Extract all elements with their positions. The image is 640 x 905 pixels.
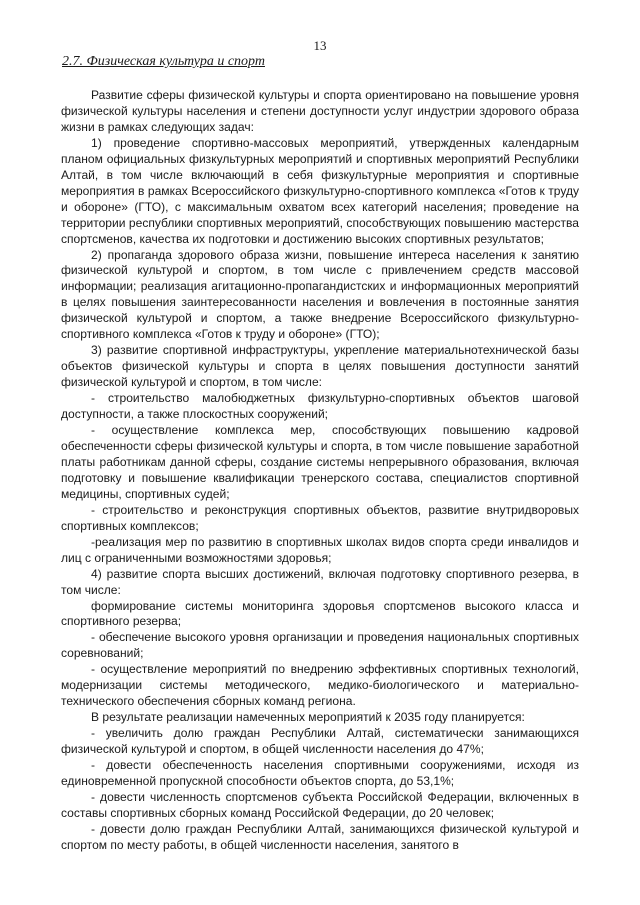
paragraph: В результате реализации намеченных мероприятий к 2035 году планируется:	[91, 710, 525, 725]
paragraph: формирование системы мониторинга здоровья спортсменов высокого класса и спортивного резерва;	[61, 598, 579, 629]
paragraph: - осуществление мероприятий по внедрению эффективных спортивных технологий, модернизации системы методического, медико-биологического и материально-технического обеспечения сборных команд региона.	[61, 662, 579, 709]
paragraph: - довести численность спортсменов субъекта Российской Федерации, включенных в составы спортивных сборных команд Российской Федерации, до 20 человек;	[61, 789, 579, 820]
paragraph: - строительство и реконструкция спортивных объектов, развитие внутридворовых спортивных комплексов;	[61, 502, 579, 533]
page-number: 13	[313, 38, 327, 53]
paragraph: - увеличить долю граждан Республики Алтай, систематически занимающихся физической культурой и спортом, в общей численности населения до 47%;	[61, 726, 579, 757]
paragraph: - строительство малобюджетных физкультурно-спортивных объектов шаговой доступности, а также плоскостных сооружений;	[61, 391, 579, 422]
paragraph: -реализация мер по развитию в спортивных школах видов спорта среди инвалидов и лиц с ограниченными возможностями здоровья;	[61, 534, 579, 565]
paragraph: - обеспечение высокого уровня организации и проведения национальных спортивных соревнований;	[61, 630, 579, 661]
body-text	[61, 88, 579, 854]
paragraph: 1) проведение спортивно-массовых мероприятий, утвержденных календарным планом официальных физкультурных мероприятий и спортивных мероприятий Республики Алтай, в том числе включающий в себя физкультурные мероприятия и спортивные мероприятия в рамках Всероссийского физкультурно-спортивного комплекса «Готов к труду и обороне» (ГТО), с максимальным охватом всех категорий населения; проведение на территории республики спортивных мероприятий, способствующих повышению мастерства спортсменов, качества их подготовки и достижению высоких спортивных результатов;	[61, 135, 579, 246]
paragraph: Развитие сферы физической культуры и спорта ориентировано на повышение уровня физической культуры населения и степени доступности услуг индустрии здорового образа жизни в рамках следующих задач:	[61, 88, 579, 134]
paragraph: - довести обеспеченность населения спортивными сооружениями, исходя из единовременной пропускной способности объектов спорта, до 53,1%;	[61, 758, 579, 788]
paragraph: 4) развитие спорта высших достижений, включая подготовку спортивного резерва, в том числе:	[61, 566, 579, 597]
paragraph: 2) пропаганда здорового образа жизни, повышение интереса населения к занятию физической культурой и спортом, в том числе с привлечением средств массовой информации; реализация агитационно-пропагандистских и информационных мероприятий в целях повышения заинтересованности населения и вовлечения в постоянные занятия физической культурой и спортом, а также внедрение Всероссийского физкультурно-спортивного комплекса «Готов к труду и обороне» (ГТО);	[61, 247, 579, 342]
paragraph: - осуществление комплекса мер, способствующих повышению кадровой обеспеченности сферы физической культуры и спорта, в том числе повышение заработной платы работникам данной сферы, создание системы непрерывного образования, включая подготовку и повышение квалификации тренерского состава, специалистов спортивной медицины, спортивных судей;	[61, 423, 579, 501]
paragraph: - довести долю граждан Республики Алтай, занимающихся физической культурой и спортом по месту работы, в общей численности населения, занятого в	[61, 821, 579, 852]
paragraph: 3) развитие спортивной инфраструктуры, укрепление материальнотехнической базы объектов физической культуры и спорта в целях повышения доступности занятий физической культурой и спортом, в том числе:	[61, 343, 579, 390]
section-heading: 2.7. Физическая культура и спорт	[62, 54, 265, 69]
